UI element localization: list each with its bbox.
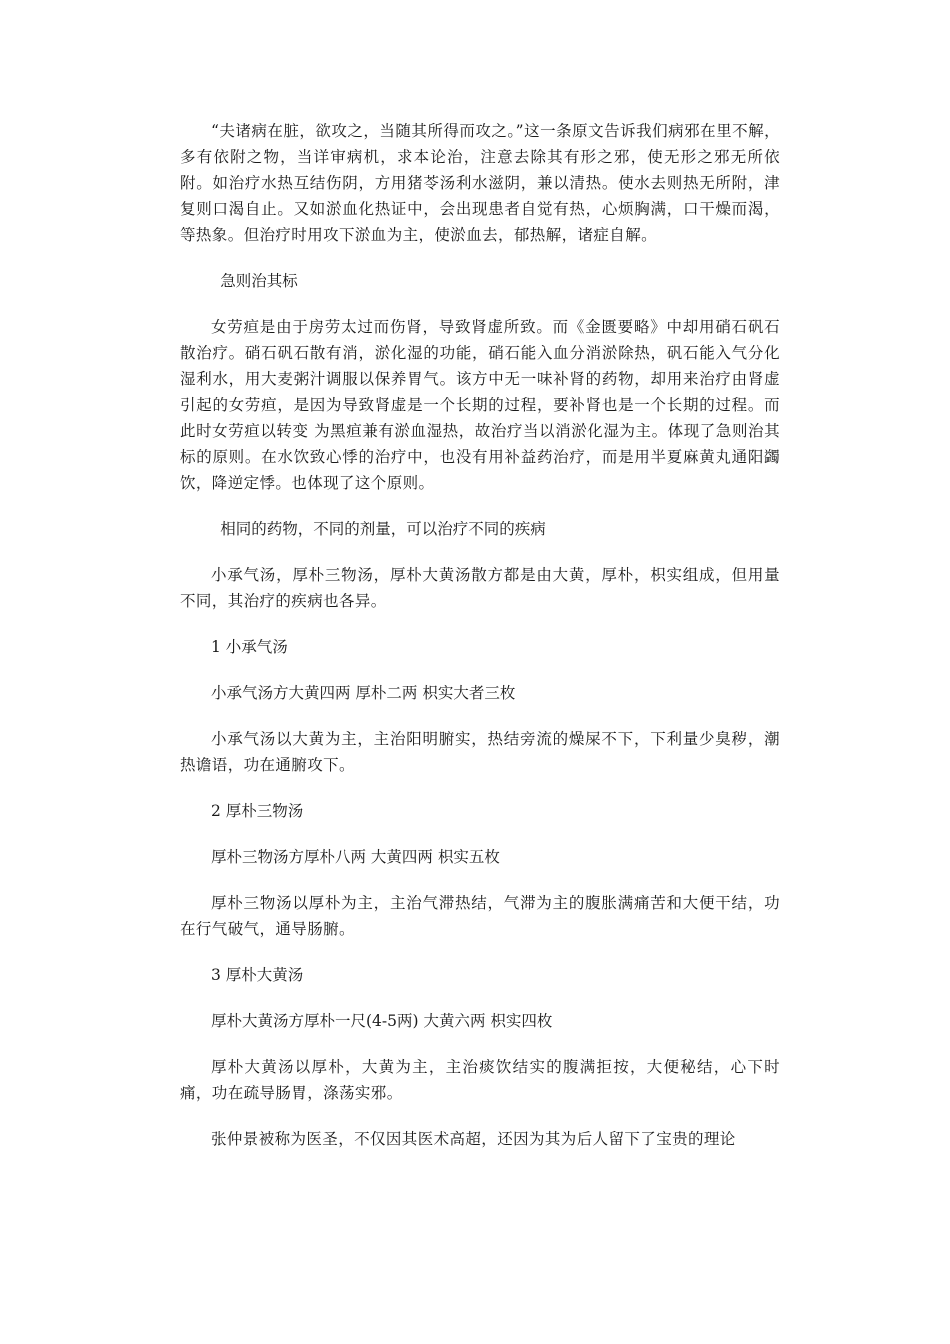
paragraph-zhang-zhongjing: 张仲景被称为医圣，不仅因其医术高超，还因为其为后人留下了宝贵的理论 — [211, 1130, 736, 1148]
subheading-houpu-sanwu: 2 厚朴三物汤 — [211, 802, 304, 820]
paragraph-houpu-dahuang: 厚朴大黄汤以厚朴，大黄为主，主治痰饮结实的腹满拒按，大便秘结，心下时痛，功在疏导肠胃，涤荡实邪。 — [180, 1058, 780, 1102]
subheading-xiaochengqi: 1 小承气汤 — [211, 638, 288, 656]
paragraph-nulaodan: 女劳疸是由于房劳太过而伤肾，导致肾虚所致。而《金匮要略》中却用硝石矾石散治疗。硝石矾石散有消，淤化湿的功能，硝石能入血分消淤除热，矾石能入气分化湿利水，用大麦粥汁调服以保养胃气。该方中无一味补肾的药物，却用来治疗由肾虚引起的女劳疸，是因为导致肾虚是一个长期的过程，要补肾也是一个长期的过程。而此时女劳疸以转变 为黑疸兼有淤血湿热，故治疗当以消淤化湿为主。体现了急则治其标的原则。在水饮致心悸的治疗中，也没有用补益药治疗，而是用半夏麻黄丸通阳蠲饮，降逆定悸。也体现了这个原则。 — [180, 318, 780, 492]
paragraph-pathogen-attachment: “夫诸病在脏，欲攻之，当随其所得而攻之。”这一条原文告诉我们病邪在里不解，多有依附之物，当详审病机，求本论治，注意去除其有形之邪，使无形之邪无所依附。如治疗水热互结伤阴，方用猪苓汤利水滋阴，兼以清热。使水去则热无所附，津复则口渴自止。又如淤血化热证中，会出现患者自觉有热，心烦胸满，口干燥而渴，等热象。但治疗时用攻下淤血为主，使淤血去，郁热解，诸症自解。 — [180, 122, 780, 244]
subheading-houpu-dahuang: 3 厚朴大黄汤 — [211, 966, 304, 984]
heading-same-herbs-different-dosage: 相同的药物，不同的剂量，可以治疗不同的疾病 — [220, 520, 546, 538]
paragraph-xiaochengqi: 小承气汤以大黄为主，主治阳明腑实，热结旁流的燥屎不下，下利量少臭秽，潮热谵语，功在通腑攻下。 — [180, 730, 780, 774]
paragraph-houpu-sanwu: 厚朴三物汤以厚朴为主，主治气滞热结，气滞为主的腹胀满痛苦和大便干结，功在行气破气，通导肠腑。 — [180, 894, 780, 938]
paragraph-three-formulas-intro: 小承气汤，厚朴三物汤，厚朴大黄汤散方都是由大黄，厚朴，枳实组成，但用量不同，其治疗的疾病也各异。 — [180, 566, 780, 610]
formula-houpu-sanwu: 厚朴三物汤方厚朴八两 大黄四两 枳实五枚 — [211, 848, 500, 866]
formula-xiaochengqi: 小承气汤方大黄四两 厚朴二两 枳实大者三枚 — [211, 684, 516, 702]
document-page — [180, 118, 780, 1172]
formula-houpu-dahuang: 厚朴大黄汤方厚朴一尺(4-5两) 大黄六两 枳实四枚 — [211, 1012, 553, 1030]
heading-treat-symptoms-urgently: 急则治其标 — [220, 272, 298, 290]
